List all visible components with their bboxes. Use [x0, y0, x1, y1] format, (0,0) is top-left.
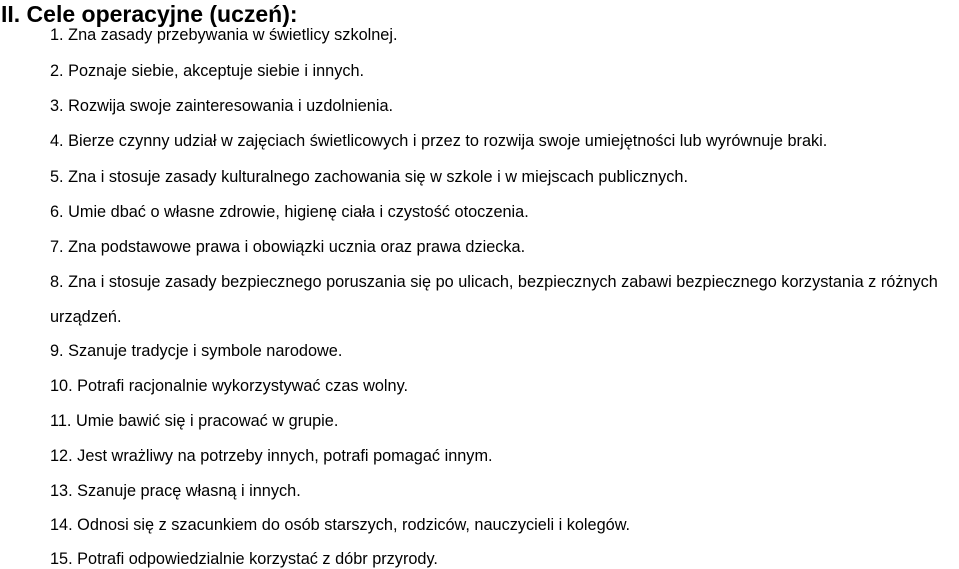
item-text: Umie dbać o własne zdrowie, higienę ciała i czystość otoczenia.: [68, 203, 529, 221]
item-text: Potrafi odpowiedzialnie korzystać z dóbr przyrody.: [77, 550, 438, 568]
item-text: Umie bawić się i pracować w grupie.: [75, 412, 339, 430]
list-item: [50, 131, 827, 151]
item-text: Jest wrażliwy na potrzeby innych, potrafi pomagać innym.: [77, 447, 493, 465]
item-number: 13.: [50, 482, 73, 500]
list-item: [50, 61, 364, 81]
item-number: 15.: [50, 550, 73, 568]
list-item: [50, 549, 438, 569]
item-text: Poznaje siebie, akceptuje siebie i innych.: [68, 62, 365, 80]
item-text: Szanuje tradycje i symbole narodowe.: [68, 342, 343, 360]
item-number: 3.: [50, 97, 64, 115]
item-text: Zna podstawowe prawa i obowiązki ucznia oraz prawa dziecka.: [68, 238, 526, 256]
item-text: Potrafi racjonalnie wykorzystywać czas wolny.: [77, 377, 409, 395]
item-number: 10.: [50, 377, 73, 395]
item-number: 6.: [50, 203, 64, 221]
item-number: 8.: [50, 273, 64, 291]
section-heading: II. Cele operacyjne (uczeń):: [1, 1, 298, 27]
item-number: 9.: [50, 342, 64, 360]
item-number: 1.: [50, 26, 64, 44]
item-text: Zna i stosuje zasady bezpiecznego poruszania się po ulicach, bezpiecznych zabawi bezpiecznego korzystania z różnych urządzeń.: [50, 273, 938, 326]
list-item: [50, 481, 301, 501]
item-number: 4.: [50, 132, 64, 150]
list-item: [50, 167, 688, 187]
item-number: 14.: [50, 516, 73, 534]
item-number: 5.: [50, 168, 64, 186]
list-item: [50, 341, 342, 361]
list-item: [50, 25, 398, 45]
item-text: Odnosi się z szacunkiem do osób starszych, rodziców, nauczycieli i kolegów.: [77, 516, 631, 534]
item-text: Szanuje pracę własną i innych.: [77, 482, 301, 500]
item-number: 7.: [50, 238, 64, 256]
item-text: Rozwija swoje zainteresowania i uzdolnienia.: [68, 97, 394, 115]
list-item: [50, 237, 525, 257]
list-item: [50, 265, 958, 335]
item-text: Zna zasady przebywania w świetlicy szkolnej.: [68, 26, 398, 44]
item-text: Zna i stosuje zasady kulturalnego zachowania się w szkole i w miejscach publicznych.: [68, 168, 689, 186]
item-number: 11.: [50, 412, 72, 430]
item-number: 2.: [50, 62, 64, 80]
list-item: [50, 96, 393, 116]
list-item: [50, 376, 408, 396]
list-item: [50, 446, 493, 466]
list-item: [50, 515, 630, 535]
list-item: [50, 202, 529, 222]
item-text: Bierze czynny udział w zajęciach świetlicowych i przez to rozwija swoje umiejętności lub wyrównuje braki.: [68, 132, 828, 150]
item-number: 12.: [50, 447, 73, 465]
list-item: [50, 411, 338, 431]
